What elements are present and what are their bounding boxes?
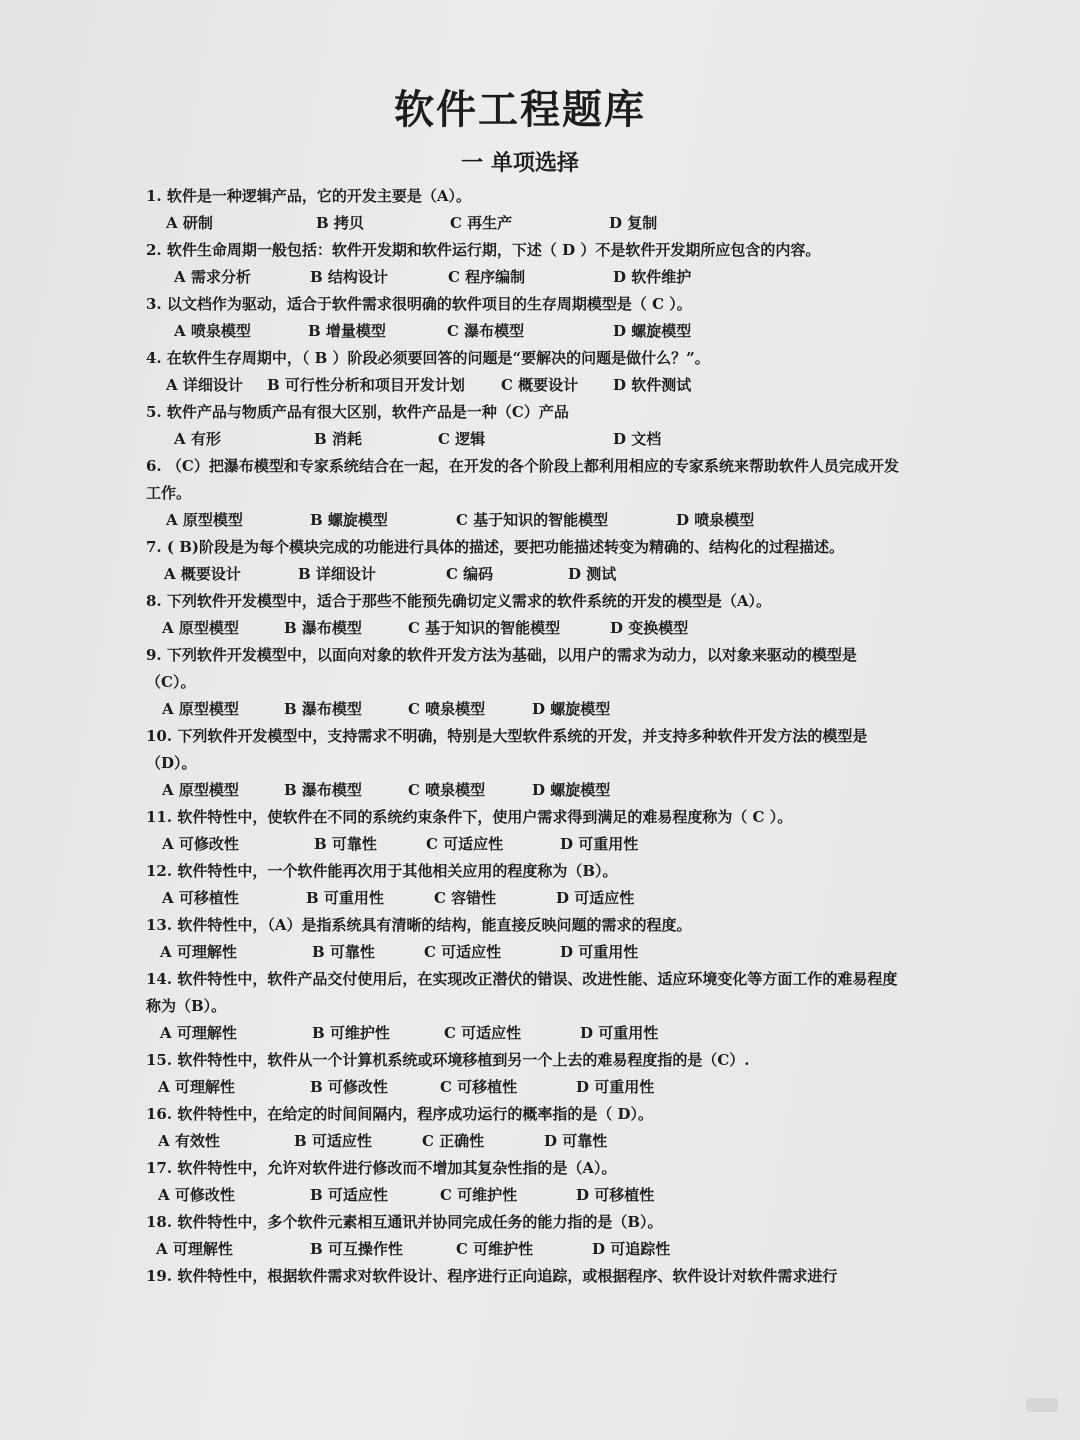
option: A 喷泉模型 [174, 322, 251, 340]
option: B 可靠性 [314, 835, 377, 853]
option: C 容错性 [434, 889, 497, 907]
question-text: 3. 以文档作为驱动，适合于软件需求很明确的软件项目的生存周期模型是（ C ）。 [146, 295, 692, 313]
option: C 喷泉模型 [408, 781, 486, 799]
question-text: 12. 软件特性中，一个软件能再次用于其他相关应用的程度称为（B）。 [146, 862, 618, 880]
answer-options [146, 372, 906, 399]
option: B 结构设计 [310, 268, 388, 286]
option: C 正确性 [422, 1132, 485, 1150]
answer-options [146, 777, 906, 804]
option: B 可维护性 [312, 1024, 390, 1042]
option: B 可修改性 [310, 1078, 388, 1096]
option: D 可移植性 [576, 1186, 655, 1204]
option: C 可适应性 [444, 1024, 522, 1042]
question-text: 2. 软件生命周期一般包括：软件开发期和软件运行期，下述（ D ）不是软件开发期所应包含的内容。 [146, 241, 821, 259]
option: A 可修改性 [162, 835, 239, 853]
option: D 可追踪性 [592, 1240, 671, 1258]
section-heading: 一 单项选择 [461, 150, 579, 176]
option: C 喷泉模型 [408, 700, 486, 718]
option: C 基于知识的智能模型 [408, 619, 561, 637]
question-list [146, 183, 906, 1290]
question-text: 8. 下列软件开发模型中，适合于那些不能预先确切定义需求的软件系统的开发的模型是（A）。 [146, 592, 772, 610]
option: A 可理解性 [158, 1078, 235, 1096]
answer-options [146, 696, 906, 723]
option: A 原型模型 [162, 619, 239, 637]
answer-options [146, 1128, 906, 1155]
question-text: 16. 软件特性中，在给定的时间间隔内，程序成功运行的概率指的是（ D）。 [146, 1105, 654, 1123]
option: C 基于知识的智能模型 [456, 511, 609, 529]
option: D 螺旋模型 [532, 781, 611, 799]
option: B 增量模型 [308, 322, 386, 340]
question-text: 17. 软件特性中，允许对软件进行修改而不增加其复杂性指的是（A）。 [146, 1159, 617, 1177]
option: C 可适应性 [424, 943, 502, 961]
option: B 可互操作性 [310, 1240, 403, 1258]
answer-options [146, 210, 906, 237]
option: A 可理解性 [160, 943, 237, 961]
option: B 可适应性 [310, 1186, 388, 1204]
option: B 可重用性 [306, 889, 384, 907]
option: A 有效性 [158, 1132, 220, 1150]
option: D 复制 [609, 214, 658, 232]
question-text: 7. ( B)阶段是为每个模块完成的功能进行具体的描述，要把功能描述转变为精确的、结构化的过程描述。 [146, 538, 844, 556]
option: A 可理解性 [160, 1024, 237, 1042]
option: D 文档 [613, 430, 662, 448]
option: C 可移植性 [440, 1078, 518, 1096]
answer-options [146, 885, 906, 912]
answer-options [146, 615, 906, 642]
corner-watermark [1026, 1398, 1058, 1412]
option: D 可重用性 [560, 943, 639, 961]
answer-options [146, 939, 906, 966]
option: D 可靠性 [544, 1132, 608, 1150]
question-text: 13. 软件特性中，（A）是指系统具有清晰的结构，能直接反映问题的需求的程度。 [146, 916, 692, 934]
answer-options [146, 264, 906, 291]
option: C 瀑布模型 [447, 322, 525, 340]
answer-options [146, 1182, 906, 1209]
option: B 消耗 [314, 430, 362, 448]
option: B 详细设计 [298, 565, 376, 583]
option: B 瀑布模型 [284, 781, 362, 799]
option: C 可维护性 [456, 1240, 534, 1258]
option: A 有形 [174, 430, 221, 448]
answer-options [146, 507, 906, 534]
option: B 瀑布模型 [284, 619, 362, 637]
option: D 螺旋模型 [613, 322, 692, 340]
option: A 原型模型 [162, 781, 239, 799]
answer-options [146, 1074, 906, 1101]
answer-options [146, 426, 906, 453]
option: A 可修改性 [158, 1186, 235, 1204]
option: C 编码 [446, 565, 494, 583]
option: A 原型模型 [162, 700, 239, 718]
question-text: 4. 在软件生存周期中，（ B ）阶段必须要回答的问题是“要解决的问题是做什么？”。 [146, 349, 710, 367]
option: B 瀑布模型 [284, 700, 362, 718]
option: A 可理解性 [156, 1240, 233, 1258]
option: A 需求分析 [174, 268, 251, 286]
option: D 可重用性 [580, 1024, 659, 1042]
option: C 概要设计 [501, 376, 579, 394]
option: A 研制 [166, 214, 213, 232]
option: A 可移植性 [162, 889, 239, 907]
option: D 变换模型 [610, 619, 689, 637]
option: C 再生产 [450, 214, 513, 232]
question-text: 1. 软件是一种逻辑产品，它的开发主要是（A）。 [146, 187, 472, 205]
page-title: 软件工程题库 [394, 86, 646, 133]
option: A 详细设计 [166, 376, 243, 394]
option: C 可适应性 [426, 835, 504, 853]
option: D 软件维护 [613, 268, 692, 286]
option: A 原型模型 [166, 511, 243, 529]
option: B 拷贝 [316, 214, 364, 232]
option: D 测试 [568, 565, 617, 583]
question-text: 18. 软件特性中，多个软件元素相互通讯并协同完成任务的能力指的是（B）。 [146, 1213, 663, 1231]
question-text: 14. 软件特性中，软件产品交付使用后，在实现改正潜伏的错误、改进性能、适应环境变化等方面工作的难易程度称为（B）。 [146, 970, 898, 1015]
question-text: 11. 软件特性中，使软件在不同的系统约束条件下，使用户需求得到满足的难易程度称为（ C ）。 [146, 808, 793, 826]
option: D 软件测试 [613, 376, 692, 394]
question-text: 10. 下列软件开发模型中，支持需求不明确，特别是大型软件系统的开发，并支持多种软件开发方法的模型是（D）。 [146, 727, 868, 772]
option: D 可适应性 [556, 889, 635, 907]
answer-options [146, 318, 906, 345]
question-text: 5. 软件产品与物质产品有很大区别，软件产品是一种（C）产品 [146, 403, 569, 421]
option: B 可行性分析和项目开发计划 [267, 376, 465, 394]
answer-options [146, 831, 906, 858]
option: A 概要设计 [164, 565, 241, 583]
question-text: 19. 软件特性中，根据软件需求对软件设计、程序进行正向追踪，或根据程序、软件设计对软件需求进行 [146, 1267, 838, 1285]
option: D 喷泉模型 [676, 511, 755, 529]
option: C 可维护性 [440, 1186, 518, 1204]
option: D 可重用性 [560, 835, 639, 853]
question-text: 15. 软件特性中，软件从一个计算机系统或环境移植到另一个上去的难易程度指的是（C）. [146, 1051, 750, 1069]
option: B 可靠性 [312, 943, 375, 961]
option: B 螺旋模型 [310, 511, 388, 529]
option: D 可重用性 [576, 1078, 655, 1096]
question-text: 9. 下列软件开发模型中，以面向对象的软件开发方法为基础，以用户的需求为动力，以对象来驱动的模型是（C）。 [146, 646, 857, 691]
answer-options [146, 561, 906, 588]
question-text: 6. （C）把瀑布模型和专家系统结合在一起，在开发的各个阶段上都利用相应的专家系统来帮助软件人员完成开发工作。 [146, 457, 899, 502]
option: D 螺旋模型 [532, 700, 611, 718]
option: C 程序编制 [448, 268, 526, 286]
option: C 逻辑 [438, 430, 486, 448]
option: B 可适应性 [294, 1132, 372, 1150]
answer-options [146, 1236, 906, 1263]
answer-options [146, 1020, 906, 1047]
